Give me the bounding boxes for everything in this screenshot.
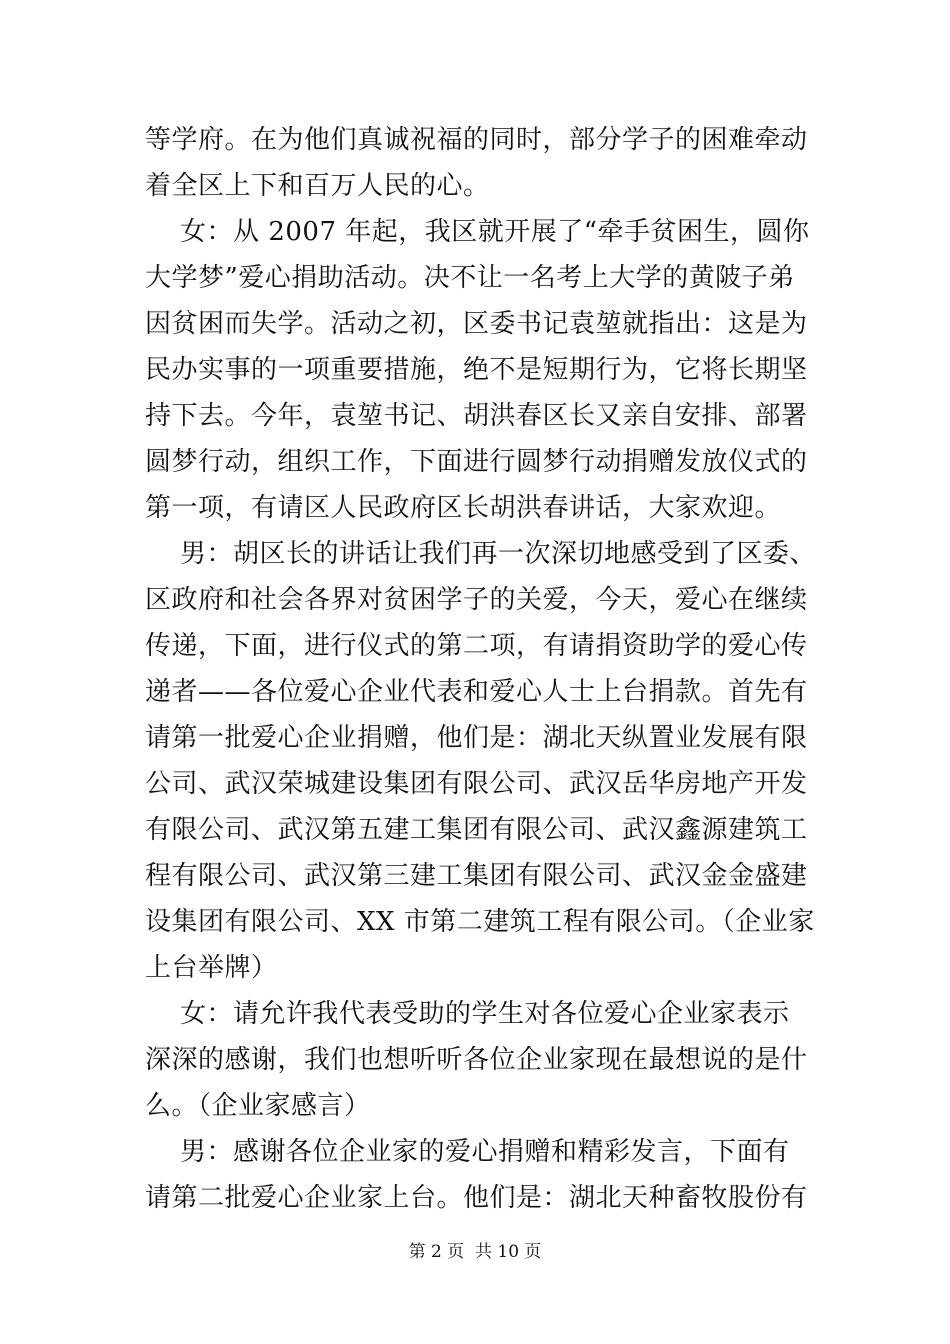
text-line: 程有限公司、武汉第三建工集团有限公司、武汉金金盛建 <box>145 861 808 891</box>
text-line: 着全区上下和百万人民的心。 <box>145 171 490 201</box>
text-line: 设集团有限公司、XX 市第二建筑工程有限公司。（企业家 <box>145 907 815 937</box>
text-line: 女：请允许我代表受助的学生对各位爱心企业家表示 <box>145 999 790 1029</box>
text-line: 男：胡区长的讲话让我们再一次深切地感受到了区委、 <box>145 539 817 569</box>
text-line: 区政府和社会各界对贫困学子的关爱，今天，爱心在继续 <box>145 585 808 615</box>
document-body <box>145 117 817 1221</box>
text-line: 递者——各位爱心企业代表和爱心人士上台捐款。首先有 <box>145 677 808 707</box>
text-line: 圆梦行动，组织工作，下面进行圆梦行动捐赠发放仪式的 <box>145 447 808 477</box>
text-line: 第一项，有请区人民政府区长胡洪春讲话，大家欢迎。 <box>145 493 782 523</box>
text-line: 请第二批爱心企业家上台。他们是：湖北天种畜牧股份有 <box>145 1183 808 1213</box>
text-line: 女：从 2007 年起，我区就开展了“牵手贫困生，圆你 <box>145 217 810 247</box>
text-line: 请第一批爱心企业捐赠，他们是：湖北天纵置业发展有限 <box>145 723 808 753</box>
text-line: 大学梦”爱心捐助活动。决不让一名考上大学的黄陂子弟 <box>145 263 795 293</box>
text-line: 传递，下面，进行仪式的第二项，有请捐资助学的爱心传 <box>145 631 808 661</box>
text-line: 因贫困而失学。活动之初，区委书记袁堃就指出：这是为 <box>145 309 808 339</box>
text-line: 深深的感谢，我们也想听听各位企业家现在最想说的是什 <box>145 1045 808 1075</box>
text-line: 么。（企业家感言） <box>145 1091 371 1121</box>
text-line: 男：感谢各位企业家的爱心捐赠和精彩发言，下面有 <box>145 1137 790 1167</box>
text-line: 持下去。今年，袁堃书记、胡洪春区长又亲自安排、部署 <box>145 401 808 431</box>
text-line: 公司、武汉荣城建设集团有限公司、武汉岳华房地产开发 <box>145 769 808 799</box>
text-line: 等学府。在为他们真诚祝福的同时，部分学子的困难牵动 <box>145 125 808 155</box>
text-line: 民办实事的一项重要措施，绝不是短期行为，它将长期坚 <box>145 355 808 385</box>
page-number-footer: 第 2 页 共 10 页 <box>408 1242 542 1262</box>
text-line: 有限公司、武汉第五建工集团有限公司、武汉鑫源建筑工 <box>145 815 808 845</box>
text-line: 上台举牌） <box>145 953 278 983</box>
